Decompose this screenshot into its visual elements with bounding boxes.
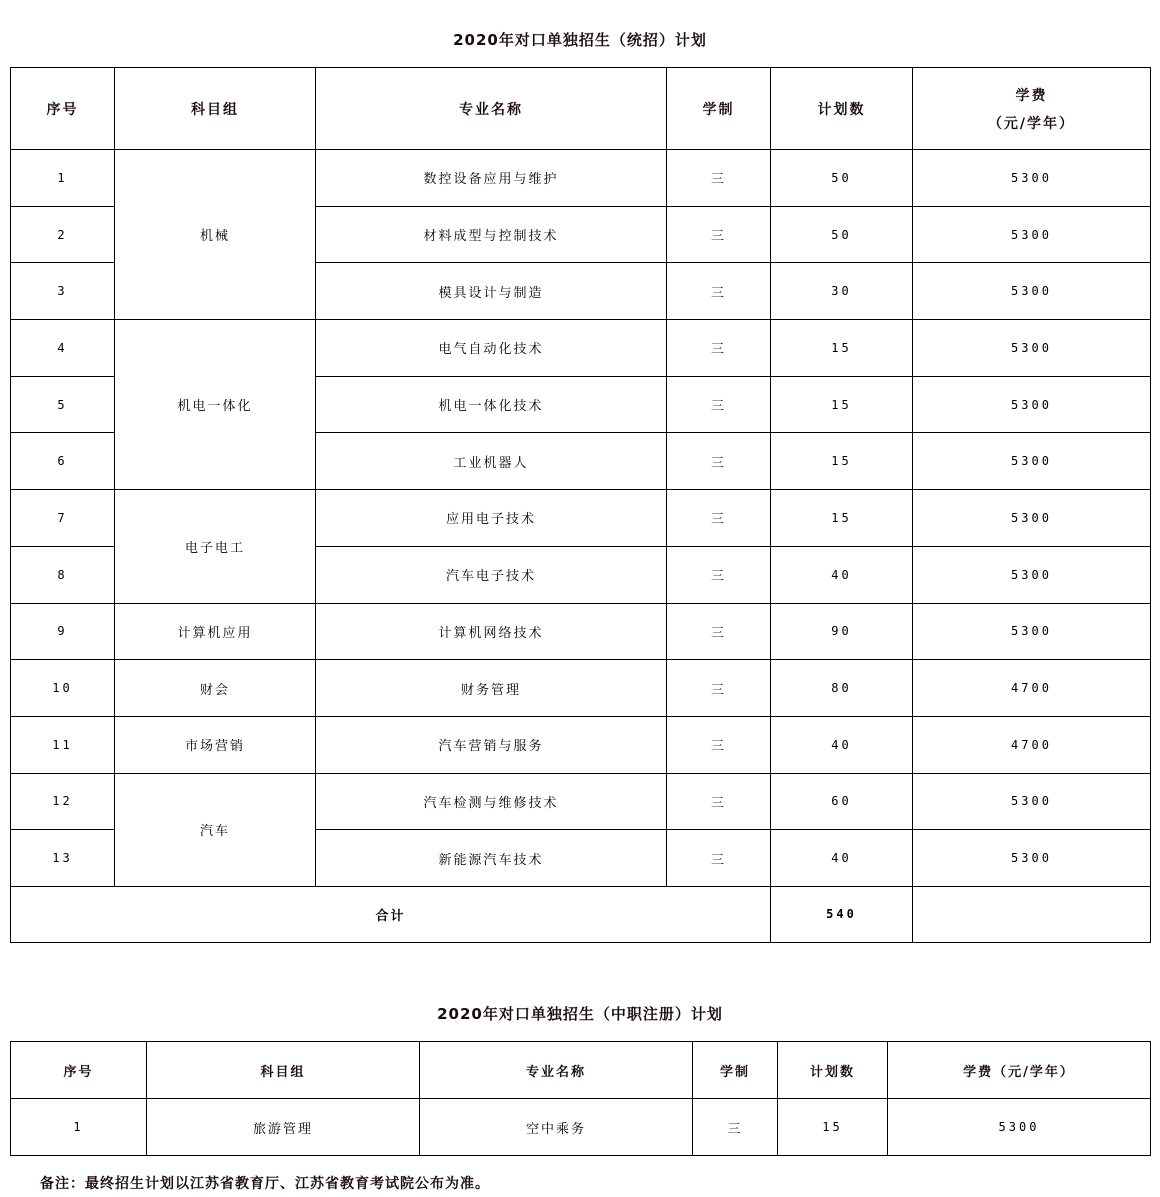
table-header-row (11, 1042, 1151, 1099)
cell-index: 3 (11, 263, 115, 320)
total-row (11, 886, 1151, 942)
cell-duration: 三 (667, 433, 771, 490)
cell-major: 汽车电子技术 (316, 546, 667, 603)
cell-duration: 三 (667, 716, 771, 773)
cell-duration: 三 (667, 263, 771, 320)
cell-major: 计算机网络技术 (316, 603, 667, 660)
cell-duration: 三 (667, 150, 771, 207)
total-label: 合计 (11, 886, 771, 942)
cell-major: 空中乘务 (420, 1099, 693, 1156)
cell-plan: 15 (771, 490, 913, 547)
cell-major: 材料成型与控制技术 (316, 206, 667, 263)
cell-fee: 5300 (913, 773, 1151, 830)
cell-fee: 5300 (913, 603, 1151, 660)
cell-fee: 5300 (888, 1099, 1151, 1156)
cell-group: 财会 (115, 660, 316, 717)
cell-plan: 50 (771, 150, 913, 207)
cell-fee: 5300 (913, 830, 1151, 887)
table-row (11, 490, 1151, 547)
cell-index: 1 (11, 150, 115, 207)
cell-major: 工业机器人 (316, 433, 667, 490)
cell-index: 5 (11, 376, 115, 433)
cell-fee: 5300 (913, 150, 1151, 207)
cell-duration: 三 (667, 320, 771, 377)
cell-group: 机械 (115, 150, 316, 320)
header-index: 序号 (11, 68, 115, 150)
cell-index: 12 (11, 773, 115, 830)
cell-group: 汽车 (115, 773, 316, 886)
cell-major: 模具设计与制造 (316, 263, 667, 320)
header-index: 序号 (11, 1042, 147, 1099)
cell-fee: 5300 (913, 320, 1151, 377)
header-plan: 计划数 (771, 68, 913, 150)
header-fee: 学费（元/学年） (888, 1042, 1151, 1099)
cell-fee: 5300 (913, 376, 1151, 433)
cell-plan: 50 (771, 206, 913, 263)
cell-major: 汽车营销与服务 (316, 716, 667, 773)
cell-fee: 5300 (913, 433, 1151, 490)
table-row (11, 150, 1151, 207)
cell-plan: 80 (771, 660, 913, 717)
cell-major: 数控设备应用与维护 (316, 150, 667, 207)
cell-plan: 40 (771, 830, 913, 887)
table-row (11, 320, 1151, 377)
header-duration: 学制 (693, 1042, 778, 1099)
cell-plan: 15 (771, 433, 913, 490)
cell-major: 应用电子技术 (316, 490, 667, 547)
cell-duration: 三 (667, 660, 771, 717)
cell-fee: 5300 (913, 546, 1151, 603)
cell-duration: 三 (667, 490, 771, 547)
cell-group: 计算机应用 (115, 603, 316, 660)
cell-fee: 4700 (913, 660, 1151, 717)
cell-index: 4 (11, 320, 115, 377)
cell-duration: 三 (667, 603, 771, 660)
cell-plan: 60 (771, 773, 913, 830)
cell-index: 1 (11, 1099, 147, 1156)
unified-enrollment-plan-table (10, 67, 1151, 943)
cell-index: 2 (11, 206, 115, 263)
cell-index: 13 (11, 830, 115, 887)
cell-duration: 三 (693, 1099, 778, 1156)
cell-plan: 40 (771, 716, 913, 773)
cell-fee: 5300 (913, 263, 1151, 320)
cell-plan: 15 (771, 320, 913, 377)
header-fee-line1: 学费 (1015, 87, 1048, 104)
cell-plan: 90 (771, 603, 913, 660)
table2-title: 2020年对口单独招生（中职注册）计划 (437, 1005, 723, 1023)
footnote: 备注：最终招生计划以江苏省教育厅、江苏省教育考试院公布为准。 (40, 1176, 490, 1192)
cell-group: 市场营销 (115, 716, 316, 773)
table-row (11, 716, 1151, 773)
cell-major: 财务管理 (316, 660, 667, 717)
cell-major: 新能源汽车技术 (316, 830, 667, 887)
table-row (11, 1099, 1151, 1156)
total-fee (913, 886, 1151, 942)
cell-index: 11 (11, 716, 115, 773)
cell-fee: 5300 (913, 490, 1151, 547)
cell-plan: 15 (771, 376, 913, 433)
total-plan: 540 (771, 886, 913, 942)
cell-index: 6 (11, 433, 115, 490)
header-group: 科目组 (147, 1042, 420, 1099)
cell-major: 机电一体化技术 (316, 376, 667, 433)
cell-fee: 4700 (913, 716, 1151, 773)
cell-duration: 三 (667, 773, 771, 830)
cell-duration: 三 (667, 376, 771, 433)
table-row (11, 603, 1151, 660)
header-major: 专业名称 (316, 68, 667, 150)
header-fee-line2: （元/学年） (987, 115, 1076, 132)
registration-enrollment-plan-table (10, 1041, 1151, 1156)
cell-index: 9 (11, 603, 115, 660)
table-row (11, 773, 1151, 830)
cell-plan: 15 (778, 1099, 888, 1156)
table1-title: 2020年对口单独招生（统招）计划 (453, 31, 707, 49)
cell-group: 机电一体化 (115, 320, 316, 490)
cell-plan: 40 (771, 546, 913, 603)
cell-fee: 5300 (913, 206, 1151, 263)
header-duration: 学制 (667, 68, 771, 150)
header-major: 专业名称 (420, 1042, 693, 1099)
cell-duration: 三 (667, 206, 771, 263)
cell-duration: 三 (667, 830, 771, 887)
cell-major: 汽车检测与维修技术 (316, 773, 667, 830)
cell-plan: 30 (771, 263, 913, 320)
table-row (11, 660, 1151, 717)
cell-group: 电子电工 (115, 490, 316, 603)
cell-group: 旅游管理 (147, 1099, 420, 1156)
cell-index: 10 (11, 660, 115, 717)
header-group: 科目组 (115, 68, 316, 150)
cell-duration: 三 (667, 546, 771, 603)
header-plan: 计划数 (778, 1042, 888, 1099)
cell-major: 电气自动化技术 (316, 320, 667, 377)
table-header-row (11, 68, 1151, 150)
header-fee (913, 68, 1151, 150)
cell-index: 7 (11, 490, 115, 547)
cell-index: 8 (11, 546, 115, 603)
